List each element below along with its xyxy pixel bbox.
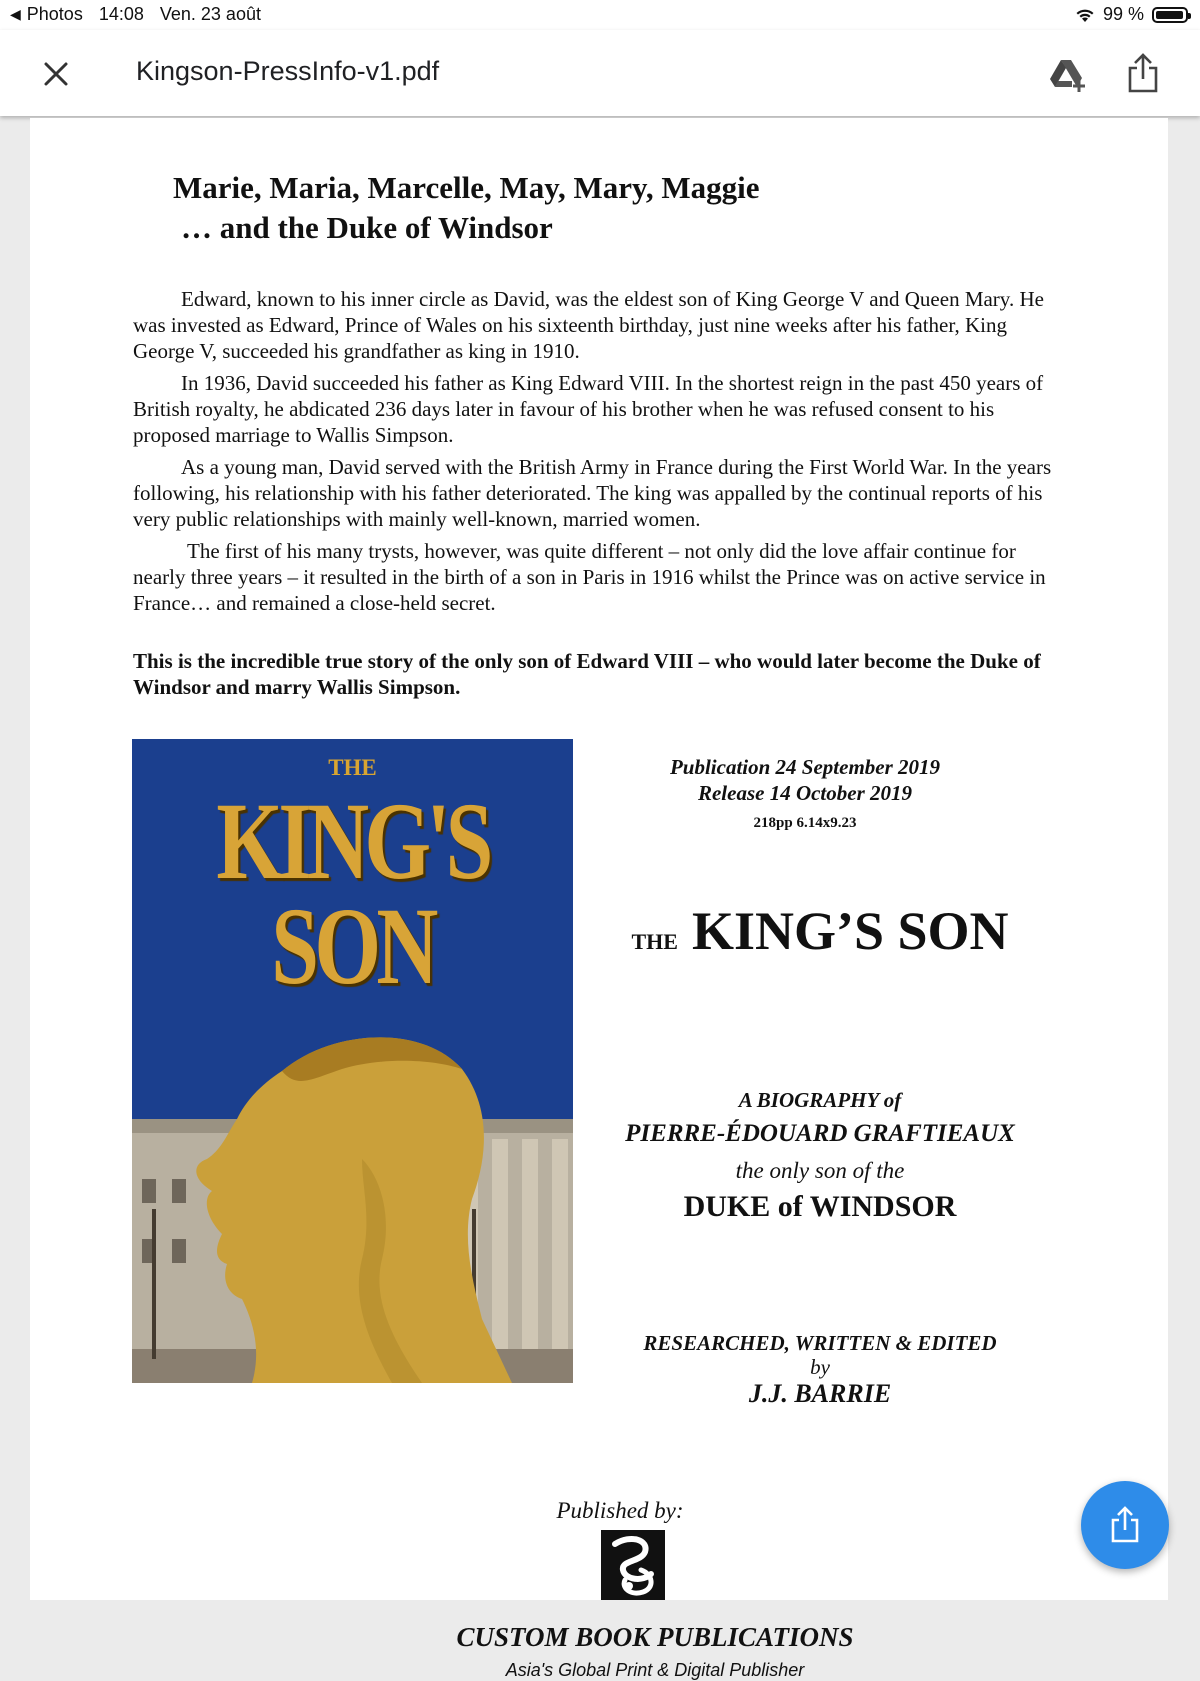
publisher-name: CUSTOM BOOK PUBLICATIONS: [456, 1622, 854, 1652]
heading-line-2: … and the Duke of Windsor: [181, 210, 553, 245]
back-arrow-icon[interactable]: ◀: [10, 6, 21, 22]
body-text: [133, 286, 1063, 622]
status-bar: [0, 0, 1200, 30]
paragraph-1: Edward, known to his inner circle as David, was the eldest son of King George V and Queen Mary. He was invested as Edward, Prince of Wales on his sixteenth birthday, just nine weeks after his father, King George V, succeeded his grandfather as king in 1910.: [133, 287, 1044, 363]
book-cover-image: [132, 739, 573, 1383]
paragraph-4: The first of his many trysts, however, was quite different – not only did the love affair continue for nearly three years – it resulted in the birth of a son in Paris in 1916 whilst the Prince was on active service in France… and remained a close-held secret.: [133, 539, 1046, 615]
paragraph-3: As a young man, David served with the British Army in France during the First World War. In the years following, his relationship with his father deteriorated. The king was appalled by the continual reports of his very public relationships with mainly well-known, married women.: [133, 455, 1052, 531]
status-date: Ven. 23 août: [159, 4, 261, 24]
back-to-photos-link[interactable]: Photos: [26, 4, 83, 24]
only-son-line: the only son of the: [735, 1158, 905, 1183]
close-icon[interactable]: [38, 56, 74, 92]
pdf-toolbar: [0, 30, 1200, 116]
book-dimensions: 218pp 6.14x9.23: [753, 815, 857, 831]
author-credits: [590, 1330, 1050, 1410]
cover-the: THE: [328, 755, 377, 780]
document-title: Kingson-PressInfo-v1.pdf: [136, 56, 440, 86]
duke-line: DUKE of WINDSOR: [683, 1190, 957, 1223]
share-icon: [1109, 1505, 1141, 1545]
paragraph-2: In 1936, David succeeded his father as King Edward VIII. In the shortest reign in the past 450 years of British royalty, he abdicated 236 days later in favour of his brother when he was refused consent to his proposed marriage to Wallis Simpson.: [133, 371, 1044, 447]
publication-info: [590, 754, 1020, 836]
wifi-icon: [1075, 7, 1095, 23]
battery-icon: [1152, 7, 1188, 23]
status-time: 14:08: [98, 4, 144, 24]
floating-share-button[interactable]: [1081, 1481, 1169, 1569]
page-heading: [173, 168, 759, 248]
book-title-main: KING’S SON: [691, 901, 1009, 961]
summary-paragraph: This is the incredible true story of the only son of Edward VIII – who would later become the Duke of Windsor and marry Wallis Simpson.: [133, 649, 1041, 699]
cover-title: [181, 780, 525, 1007]
biography-subject: PIERRE-ÉDOUARD GRAFTIEAUX: [625, 1120, 1015, 1147]
credit-line: RESEARCHED, WRITTEN & EDITED: [643, 1331, 997, 1355]
publication-date: Publication 24 September 2019: [669, 755, 941, 779]
pdf-page: [30, 118, 1168, 1680]
book-title-the: THE: [631, 929, 678, 954]
drive-add-icon[interactable]: [1048, 54, 1088, 94]
battery-percent: 99 %: [1102, 4, 1144, 24]
share-icon[interactable]: [1126, 52, 1160, 94]
heading-line-1: Marie, Maria, Marcelle, May, Mary, Maggie: [173, 170, 760, 205]
biography-of: A BIOGRAPHY of: [738, 1088, 902, 1112]
cover-title-line-2: SON: [271, 885, 434, 1007]
book-title: [592, 900, 1048, 962]
publisher-tagline: Asia's Global Print & Digital Publisher: [505, 1660, 805, 1680]
author-name: J.J. BARRIE: [748, 1379, 892, 1408]
cover-title-line-1: KING'S: [216, 780, 489, 902]
credit-by: by: [810, 1355, 830, 1379]
release-date: Release 14 October 2019: [697, 781, 913, 805]
publisher-logo-icon: [601, 1530, 665, 1600]
published-by-label: Published by:: [556, 1498, 684, 1523]
